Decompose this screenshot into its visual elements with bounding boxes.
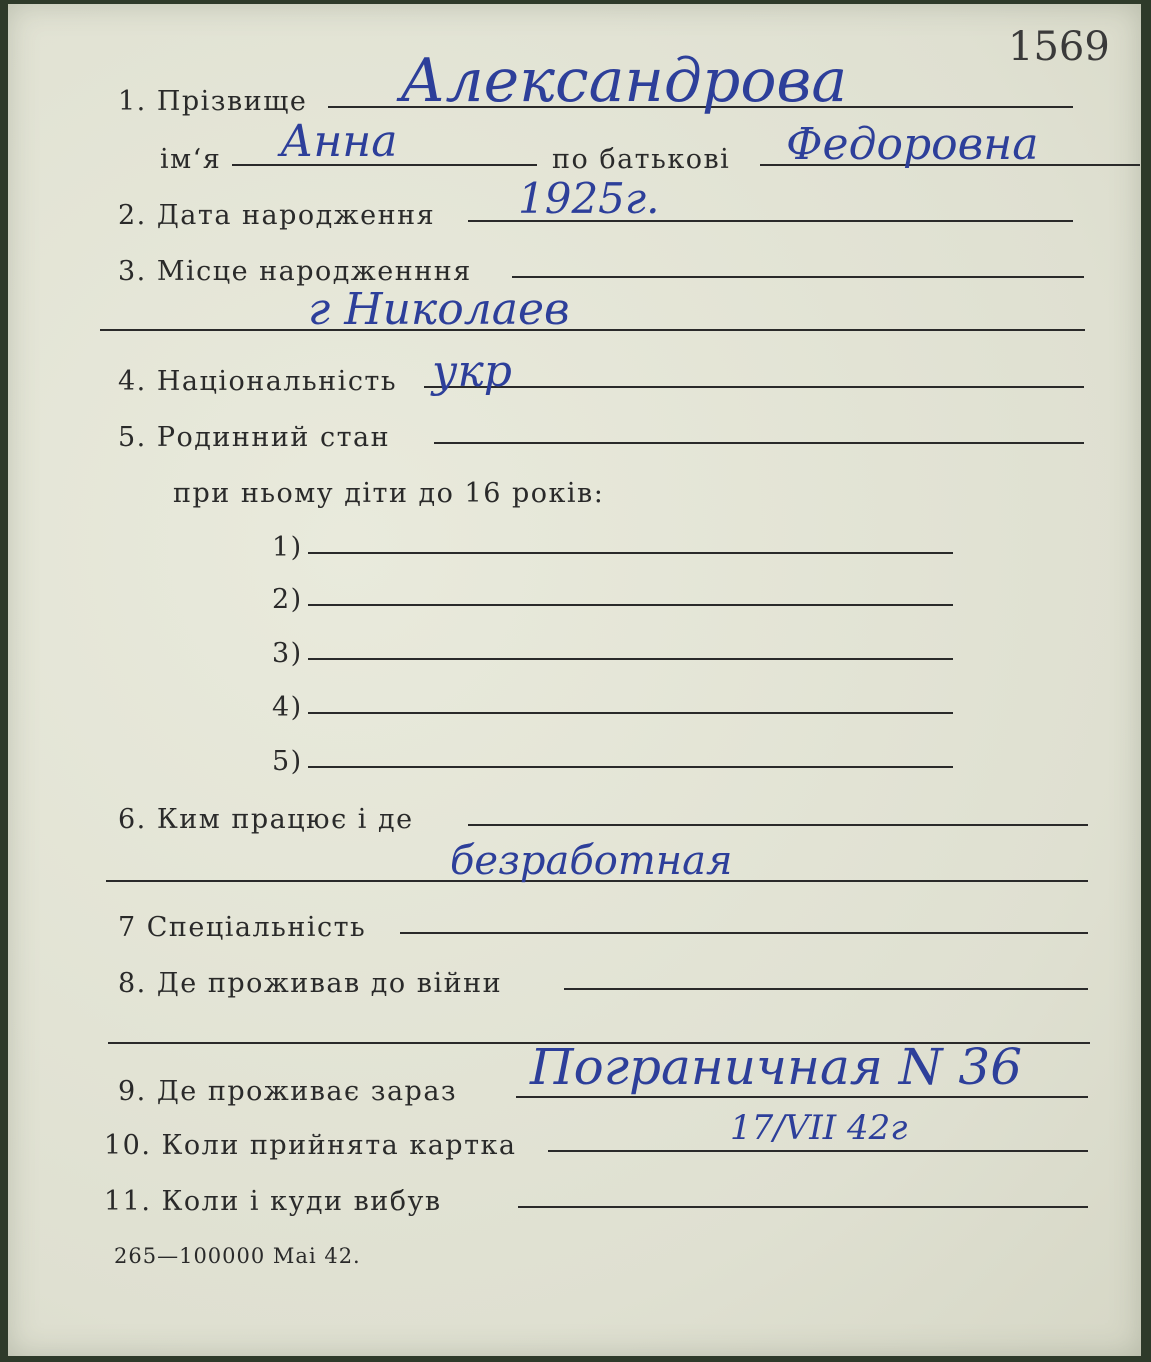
prewar-residence-line-1 (564, 988, 1088, 990)
work-value[interactable]: безработная (450, 838, 733, 884)
child-5-num: 5) (272, 746, 303, 777)
nationality-value[interactable]: укр (432, 346, 512, 397)
surname-label: 1. Прізвище (118, 86, 308, 117)
birth-place-line-2 (100, 329, 1085, 331)
birth-date-label: 2. Дата народження (118, 200, 436, 231)
specialty-line (400, 932, 1088, 934)
current-residence-value[interactable]: Пограничная N 36 (530, 1038, 1023, 1096)
birth-place-line-1 (512, 276, 1084, 278)
archive-number: 1569 (1008, 24, 1110, 70)
child-1-num: 1) (272, 532, 303, 563)
card-accepted-label: 10. Коли прийнята картка (104, 1130, 517, 1161)
card-accepted-line (548, 1150, 1088, 1152)
children-label: при ньому діти до 16 років: (173, 478, 605, 509)
child-4-line (308, 712, 953, 714)
child-2-line (308, 604, 953, 606)
child-3-num: 3) (272, 638, 303, 669)
current-residence-label: 9. Де проживає зараз (118, 1076, 458, 1107)
print-info: 265—100000 Mai 42. (114, 1244, 361, 1268)
first-name-value[interactable]: Анна (280, 116, 398, 167)
first-name-label: ім‘я (160, 144, 222, 175)
patronymic-value[interactable]: Федоровна (786, 119, 1039, 170)
marital-status-line (434, 442, 1084, 444)
birth-place-value[interactable]: г Николаев (308, 284, 570, 335)
child-2-num: 2) (272, 584, 303, 615)
work-line-1 (468, 824, 1088, 826)
nationality-line (424, 386, 1084, 388)
departure-label: 11. Коли і куди вибув (104, 1186, 442, 1217)
child-1-line (308, 552, 953, 554)
specialty-label: 7 Спеціальність (118, 912, 367, 943)
child-3-line (308, 658, 953, 660)
child-4-num: 4) (272, 692, 303, 723)
birth-date-value[interactable]: 1925г. (518, 174, 660, 223)
surname-value[interactable]: Александрова (400, 46, 848, 116)
nationality-label: 4. Національність (118, 366, 398, 397)
marital-status-label: 5. Родинний стан (118, 422, 391, 453)
current-residence-line (516, 1096, 1088, 1098)
registration-card (8, 4, 1141, 1356)
patronymic-label: по батькові (552, 144, 731, 175)
birth-place-label: 3. Місце народженння (118, 256, 472, 287)
departure-line (518, 1206, 1088, 1208)
child-5-line (308, 766, 953, 768)
prewar-residence-label: 8. Де проживав до війни (118, 968, 503, 999)
work-label: 6. Ким працює і де (118, 804, 414, 835)
card-accepted-value[interactable]: 17/VII 42г (730, 1108, 908, 1148)
